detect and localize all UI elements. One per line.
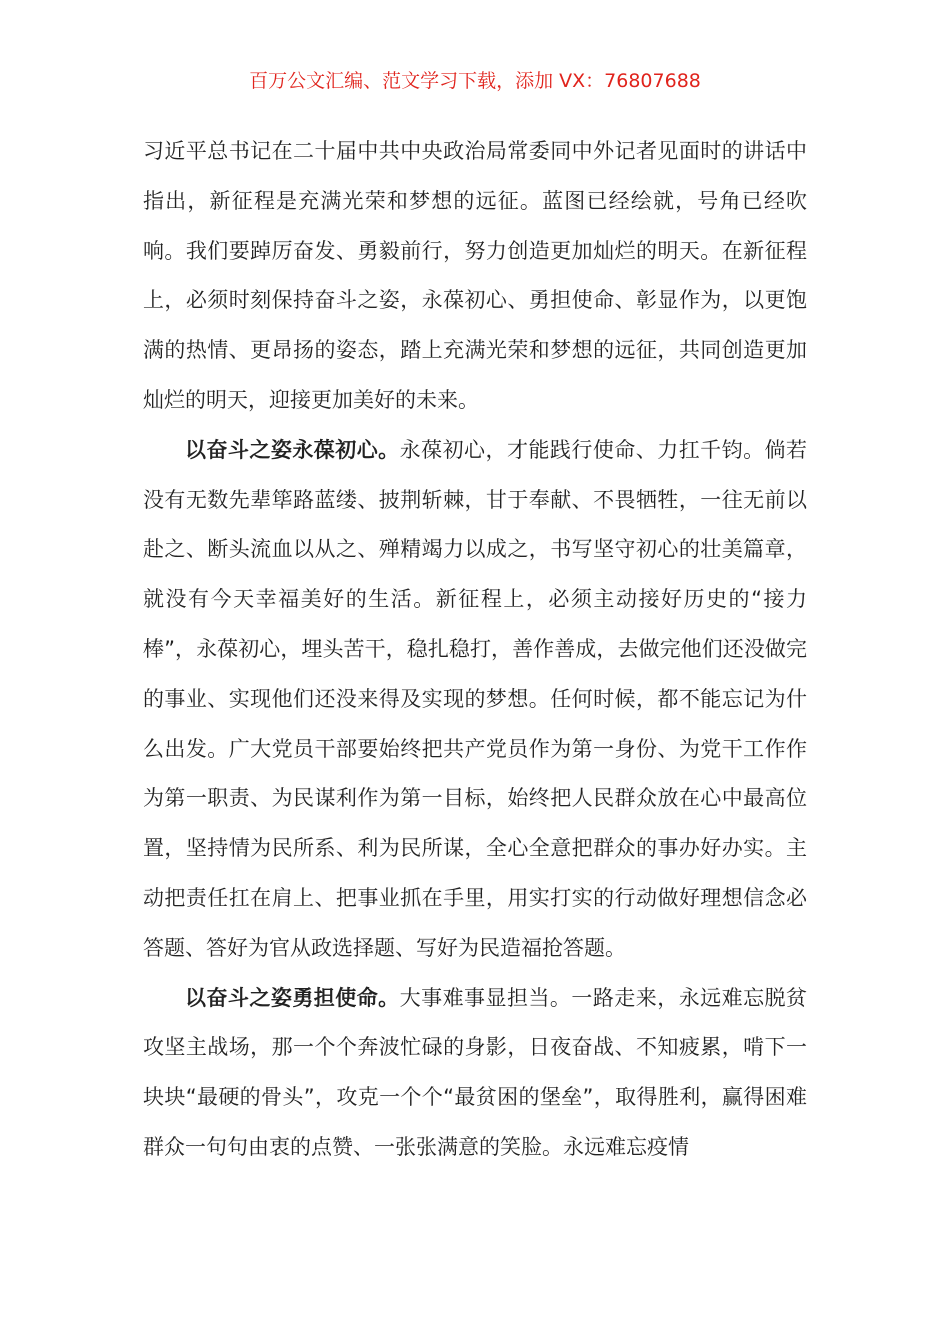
section-text-initial-mission: 永葆初心，才能践行使命、力扛千钧。倘若没有无数先辈筚路蓝缕、披荆斩棘，甘于奉献、不畏牺牲，一往无前以赴之、断头流血以从之、殚精竭力以成之，书写坚守初心的壮美篇章，就没有今天幸福美好的生活。新征程上，必须主动接好历史的“接力棒”，永葆初心，埋头苦干，稳扎稳打，善作善成，去做完他们还没做完的事业、实现他们还没来得及实现的梦想。任何时候，都不能忘记为什么出发。广大党员干部要始终把共产党员作为第一身份、为党干工作作为第一职责、为民谋利作为第一目标，始终把人民群众放在心中最高位置，坚持情为民所系、利为民所谋，全心全意把群众的事办好办实。主动把责任扛在肩上、把事业抓在手里，用实打实的行动做好理想信念必答题、答好为官从政选择题、写好为民造福抢答题。 bbox=[143, 437, 808, 960]
intro-paragraph-text: 习近平总书记在二十届中共中央政治局常委同中外记者见面时的讲话中指出，新征程是充满光荣和梦想的远征。蓝图已经绘就，号角已经吹响。我们要踔厉奋发、勇毅前行，努力创造更加灿烂的明天。在新征程上，必须时刻保持奋斗之姿，永葆初心、勇担使命、彰显作为，以更饱满的热情、更昂扬的姿态，踏上充满光荣和梦想的远征，共同创造更加灿烂的明天，迎接更加美好的未来。 bbox=[143, 139, 807, 412]
section-text-shoulder-mission: 大事难事显担当。一路走来，永远难忘脱贫攻坚主战场，那一个个奔波忙碌的身影，日夜奋战、不知疲累，啃下一块块“最硬的骨头”，攻克一个个“最贫困的堡垒”，取得胜利，赢得困难群众一句句由衷的点赞、一张张满意的笑脸。永远难忘疫情 bbox=[143, 985, 808, 1159]
section-paragraph-initial-mission bbox=[143, 426, 807, 974]
header-watermark: 百万公文汇编、范文学习下载，添加 VX：76807688 bbox=[249, 70, 701, 92]
intro-paragraph bbox=[143, 127, 807, 426]
section-paragraph-shoulder-mission bbox=[143, 974, 807, 1173]
section-heading-shoulder-mission: 以奋斗之姿勇担使命。 bbox=[185, 985, 400, 1010]
document-body bbox=[143, 127, 807, 1173]
section-heading-initial-mission: 以奋斗之姿永葆初心。 bbox=[185, 437, 400, 462]
